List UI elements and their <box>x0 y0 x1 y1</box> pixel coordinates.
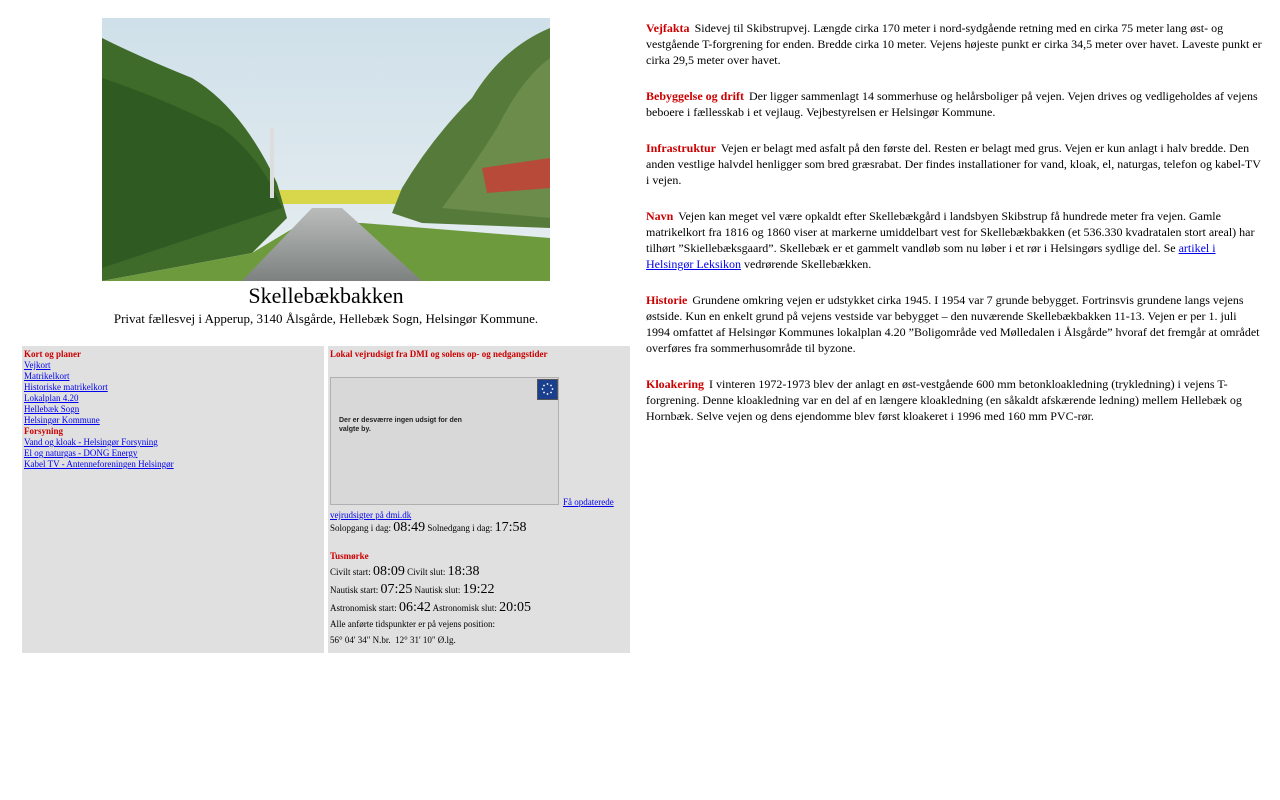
nautical-end-label: Nautisk slut: <box>414 585 461 595</box>
weather-panel <box>328 346 630 653</box>
section-text: Grundene omkring vejen er udstykket cirka 1945. I 1954 var 7 grunde bebygget. Fortrinsvis grundene langs vejens østside. Kun en enkelt grund på vejens vestside var bebygget – den nuværende Skellebækbakken 11-13. Vejen er per 1. juli 1994 omfattet af Helsingør Kommunes lokalplan 4.20 ”Boligområde ved Mølledalen i Ålsgårde” hvoraf det fremgår at området overføres fra sommerhusområde til byzone. <box>646 293 1260 355</box>
section-text: I vinteren 1972-1973 blev der anlagt en øst-vestgående 600 mm betonkloakledning (trykledning) i vejens T-forgrening. Denne kloakledning var en del af en længere kloakledning (en såkaldt afskærende ledning) mellem Hellebæk og Hornbæk. Selve vejen og dens ejendomme blev først kloakeret i 1996 med 160 mm PVC-rør. <box>646 377 1242 423</box>
section-navn <box>646 208 1262 272</box>
civil-end-value: 18:38 <box>447 564 480 579</box>
dmi-logo-icon <box>537 379 558 400</box>
position-coords <box>330 631 628 649</box>
link-kabel-tv[interactable]: Kabel TV - Antenneforeningen Helsingør <box>24 459 174 469</box>
civil-end-label: Civilt slut: <box>407 567 446 577</box>
section-heading: Kloakering <box>646 377 705 391</box>
road-description <box>646 20 1262 444</box>
links-panel <box>22 346 324 653</box>
section-text: Vejen kan meget vel være opkaldt efter Skellebækgård i landsbyen Skibstrup få hundrede meter fra vejen. Gamle matrikelkort fra 1816 og 1860 viser at markerne umiddelbart vest for Skellebækbakken (et 536.330 kvadratalen stort areal) har tilhørt ”Skiellebæksgaard”. Skellebæk er et gammelt vandløb som nu løber i et rør i Helsingørs sydlige del. Se <box>646 209 1255 255</box>
section-heading: Bebyggelse og drift <box>646 89 744 103</box>
section-bebyggelse <box>646 88 1262 120</box>
nautical-row <box>330 581 628 599</box>
section-kloakering <box>646 376 1262 424</box>
civil-start-value: 08:09 <box>373 564 405 579</box>
section-infrastruktur <box>646 140 1262 188</box>
longitude: 12° 31' 10" Ø.lg. <box>395 635 456 645</box>
supply-heading: Forsyning <box>24 426 64 436</box>
section-text: Vejen er belagt med asfalt på den første del. Resten er belagt med grus. Vejen er kun anlagt i halv bredde. Den anden vestlige halvdel henligger som bred græsrabat. Der findes installationer for vand, kloak, el, naturgas, telefon og kabel-TV i vejen. <box>646 141 1261 187</box>
section-heading: Vejfakta <box>646 21 690 35</box>
sun-row <box>330 519 628 537</box>
leksikon-link[interactable]: artikel i Helsingør Leksikon <box>646 241 1216 271</box>
forecast-message: Der er desværre ingen udsigt for den valgte by. <box>339 417 462 433</box>
link-historiske-matrikelkort[interactable]: Historiske matrikelkort <box>24 382 108 392</box>
link-lokalplan[interactable]: Lokalplan 4.20 <box>24 393 79 403</box>
link-helsingor-kommune[interactable]: Helsingør Kommune <box>24 415 100 425</box>
section-heading: Navn <box>646 209 674 223</box>
info-panels <box>22 346 630 653</box>
maps-heading: Kort og planer <box>24 349 81 359</box>
road-photo <box>102 18 550 281</box>
page-title: Skellebækbakken <box>248 283 404 308</box>
weather-heading: Lokal vejrudsigt fra DMI og solens op- og nedgangstider <box>330 349 548 359</box>
civil-row <box>330 563 628 581</box>
link-hellebaek-sogn[interactable]: Hellebæk Sogn <box>24 404 80 414</box>
latitude: 56° 04' 34" N.br. <box>330 635 391 645</box>
header-area <box>22 18 630 327</box>
nautical-end-value: 19:22 <box>462 582 495 597</box>
position-note: Alle anførte tidspunkter er på vejens position: <box>330 619 495 629</box>
astro-end-value: 20:05 <box>499 600 532 615</box>
forecast-widget <box>330 377 559 505</box>
section-vejfakta <box>646 20 1262 68</box>
sunrise-value: 08:49 <box>393 520 426 535</box>
link-vand-kloak[interactable]: Vand og kloak - Helsingør Forsyning <box>24 437 158 447</box>
nautical-start-value: 07:25 <box>380 582 413 597</box>
section-heading: Infrastruktur <box>646 141 717 155</box>
sunrise-label: Solopgang i dag: <box>330 523 391 533</box>
section-text: Der ligger sammenlagt 14 sommerhuse og helårsboliger på vejen. Vejen drives og vedligeholdes af vejens beboere i fællesskab i et vejlaug. Vejbestyrelsen er Helsingør Kommune. <box>646 89 1258 119</box>
astro-end-label: Astronomisk slut: <box>432 603 497 613</box>
page-subtitle: Privat fællesvej i Apperup, 3140 Ålsgårde, Hellebæk Sogn, Helsingør Kommune. <box>113 311 539 326</box>
link-matrikelkort[interactable]: Matrikelkort <box>24 371 70 381</box>
astro-start-value: 06:42 <box>399 600 431 615</box>
sun-times <box>330 519 628 649</box>
section-text: Sidevej til Skibstrupvej. Længde cirka 170 meter i nord-sydgående retning med en cirka 75 meter lang øst- og vestgående T-forgrening for enden. Bredde cirka 10 meter. Vejens højeste punkt er cirka 34,5 meter over havet. Laveste punkt er cirka 29,5 meter over havet. <box>646 21 1262 67</box>
road-photo-image <box>102 18 550 281</box>
section-heading: Historie <box>646 293 688 307</box>
link-el-naturgas[interactable]: El og naturgas - DONG Energy <box>24 448 138 458</box>
sunset-value: 17:58 <box>494 520 527 535</box>
nautical-start-label: Nautisk start: <box>330 585 379 595</box>
astro-start-label: Astronomisk start: <box>330 603 397 613</box>
section-text-after: vedrørende Skellebækken. <box>744 257 872 271</box>
civil-start-label: Civilt start: <box>330 567 371 577</box>
link-vejkort[interactable]: Vejkort <box>24 360 51 370</box>
section-historie <box>646 292 1262 356</box>
twilight-heading: Tusmørke <box>330 551 369 561</box>
sunset-label: Solnedgang i dag: <box>427 523 493 533</box>
dmi-update-link[interactable]: Få opdaterede vejrudsigter på dmi.dk <box>330 497 614 520</box>
astro-row <box>330 599 628 617</box>
